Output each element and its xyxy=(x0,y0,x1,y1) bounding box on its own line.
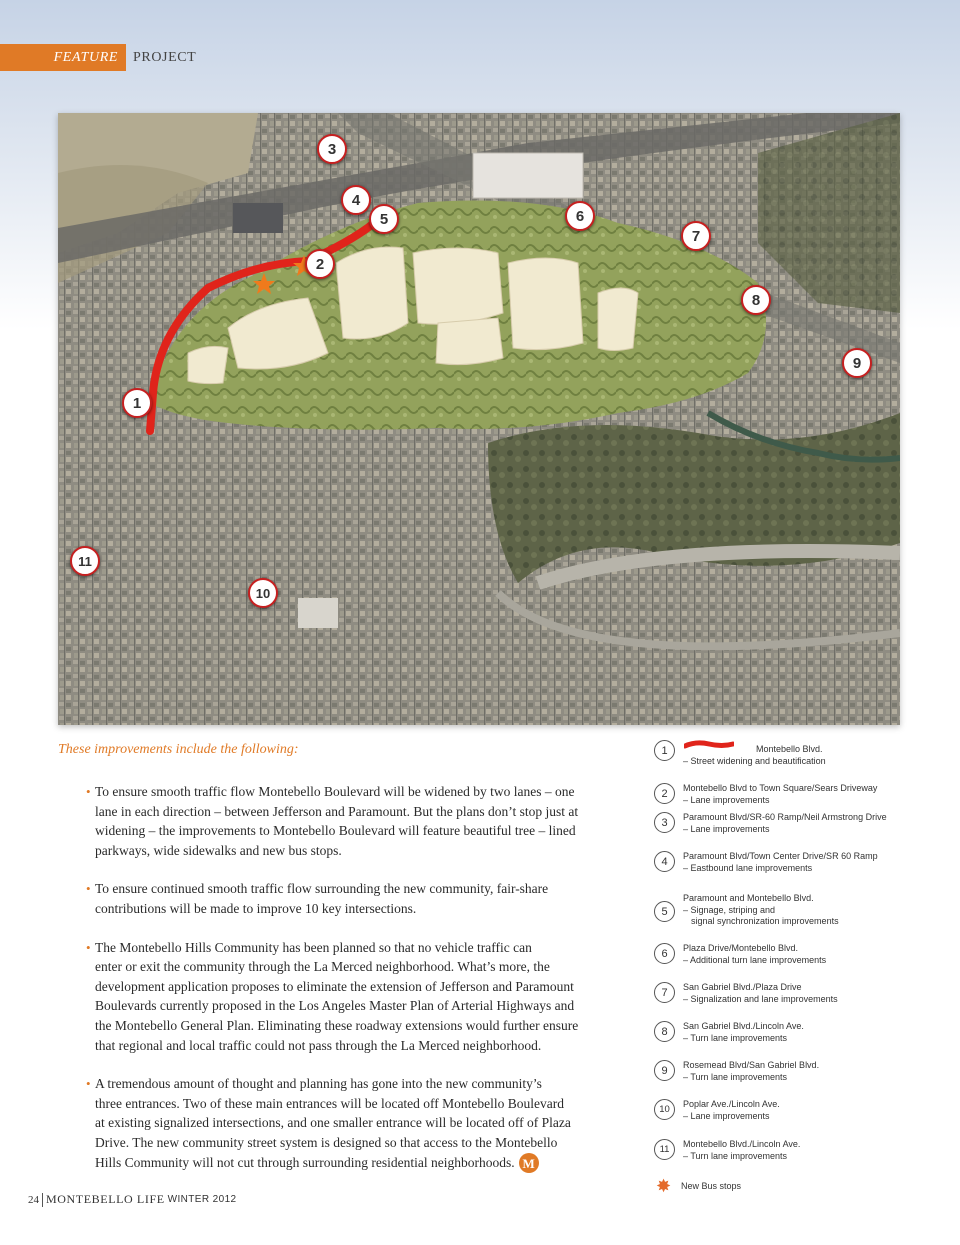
legend-title: Rosemead Blvd/San Gabriel Blvd. xyxy=(683,1060,820,1070)
map-marker-3: 3 xyxy=(317,134,347,164)
legend-detail: – Eastbound lane improvements xyxy=(683,862,813,873)
legend-number: 4 xyxy=(654,851,675,872)
map-marker-10: 10 xyxy=(248,578,278,608)
page-number: 24 xyxy=(28,1193,39,1206)
issue-label: WINTER 2012 xyxy=(167,1194,237,1205)
legend-text xyxy=(683,1139,800,1162)
legend-number: 11 xyxy=(654,1139,675,1160)
text-line-end: Hills Community will not cut through surrounding residential neighborhoods. xyxy=(95,1154,515,1170)
map-marker-7: 7 xyxy=(681,221,711,251)
legend-item-5 xyxy=(654,893,839,928)
legend-item-6 xyxy=(654,943,826,966)
improvement-item xyxy=(86,879,626,918)
bullet-dot-icon: • xyxy=(86,784,91,799)
text-line: lane in each direction – between Jefferson and Paramount. But the plans don’t stop just at xyxy=(95,803,579,819)
legend-text xyxy=(683,851,878,874)
map-marker-8: 8 xyxy=(741,285,771,315)
legend-detail: – Lane improvements xyxy=(683,823,770,834)
legend-title: Montebello Blvd to Town Square/Sears Driveway xyxy=(683,783,878,793)
text-line: at existing signalized intersections, and one smaller entrance will be located off of Plaza xyxy=(95,1115,571,1131)
legend-item-10 xyxy=(654,1099,780,1122)
text-line: development application proposes to eliminate the extension of Jefferson and Paramount xyxy=(95,978,574,994)
legend-title: Plaza Drive/Montebello Blvd. xyxy=(683,943,799,953)
map-marker-9: 9 xyxy=(842,348,872,378)
legend-title: Paramount and Montebello Blvd. xyxy=(683,893,814,903)
text-line: To ensure smooth traffic flow Montebello Boulevard will be widened by two lanes – one xyxy=(95,784,575,799)
legend-detail: – Turn lane improvements xyxy=(683,1150,788,1161)
magazine-name: MONTEBELLO LIFE xyxy=(46,1192,165,1206)
bullet-dot-icon: • xyxy=(86,939,91,955)
legend-item-3 xyxy=(654,812,887,835)
legend-number: 1 xyxy=(654,740,675,761)
legend-number: 5 xyxy=(654,901,675,922)
legend-detail: – Signage, striping and xyxy=(683,904,776,915)
page-footer xyxy=(28,1192,237,1207)
map-marker-5: 5 xyxy=(369,204,399,234)
legend-detail: – Lane improvements xyxy=(683,1110,770,1121)
legend-title: New Bus stops xyxy=(681,1181,742,1191)
legend-detail: – Signalization and lane improvements xyxy=(683,993,838,1004)
end-mark-logo: M xyxy=(519,1153,539,1173)
improvement-item xyxy=(86,782,626,860)
feature-tag: FEATURE xyxy=(0,44,126,71)
legend-number: 10 xyxy=(654,1099,675,1120)
legend-text xyxy=(683,1021,804,1044)
legend-text xyxy=(683,893,839,928)
legend-title: Paramount Blvd/Town Center Drive/SR 60 Ramp xyxy=(683,851,878,861)
red-route-swatch-icon xyxy=(684,740,734,749)
legend-text xyxy=(681,1181,741,1193)
text-line: To ensure continued smooth traffic flow surrounding the new community, fair-share xyxy=(95,881,549,897)
text-line: Drive. The new community street system is designed so that access to the Montebello xyxy=(95,1134,558,1150)
legend-item-8 xyxy=(654,1021,804,1044)
map-marker-2: 2 xyxy=(305,249,335,279)
legend-title: Poplar Ave./Lincoln Ave. xyxy=(683,1099,780,1109)
legend-item-bus-stops xyxy=(654,1177,741,1196)
legend-item-11 xyxy=(654,1139,800,1162)
map-marker-11: 11 xyxy=(70,546,100,576)
legend-item-1 xyxy=(654,740,826,767)
legend-title: San Gabriel Blvd./Lincoln Ave. xyxy=(683,1021,804,1031)
footer-divider xyxy=(42,1193,43,1207)
legend-number: 7 xyxy=(654,982,675,1003)
aerial-map xyxy=(58,113,900,725)
legend-item-7 xyxy=(654,982,838,1005)
bullet-dot-icon: • xyxy=(86,881,91,897)
legend-text xyxy=(683,1060,819,1083)
text-line: three entrances. Two of these main entrances will be located off Montebello Boulevard xyxy=(95,1095,565,1111)
text-line: contributions will be made to improve 10 key intersections. xyxy=(95,900,417,916)
legend-number: 6 xyxy=(654,943,675,964)
map-marker-1: 1 xyxy=(122,388,152,418)
legend-detail: – Turn lane improvements xyxy=(683,1032,788,1043)
text-line xyxy=(95,1153,626,1174)
legend-text xyxy=(683,746,826,767)
text-line: A tremendous amount of thought and planning has gone into the new community’s xyxy=(95,1076,542,1092)
bullet-dot-icon: • xyxy=(86,1076,91,1092)
legend-item-2 xyxy=(654,783,877,806)
legend-text xyxy=(683,812,887,835)
improvement-item xyxy=(86,1074,626,1173)
legend-title: San Gabriel Blvd./Plaza Drive xyxy=(683,982,802,992)
legend-item-4 xyxy=(654,851,878,874)
legend-detail: – Turn lane improvements xyxy=(683,1071,788,1082)
legend-detail: signal synchronization improvements xyxy=(691,916,839,926)
project-tag: PROJECT xyxy=(133,49,197,65)
legend-number: 8 xyxy=(654,1021,675,1042)
intro-heading: These improvements include the following: xyxy=(58,742,299,757)
text-line: that regional and local traffic could not pass through the La Merced neighborhood. xyxy=(95,1037,542,1053)
map-marker-4: 4 xyxy=(341,185,371,215)
text-line: The Montebello Hills Community has been planned so that no vehicle traffic can xyxy=(95,939,532,955)
legend-detail: – Additional turn lane improvements xyxy=(683,954,827,965)
legend-detail: – Lane improvements xyxy=(683,794,770,805)
legend-number: 9 xyxy=(654,1060,675,1081)
text-line: parkways, wide sidewalks and new bus stops. xyxy=(95,842,342,858)
legend-number: 2 xyxy=(654,783,675,804)
text-line: widening – the improvements to Montebello Boulevard will feature beautiful tree – lined xyxy=(95,823,576,839)
section-header xyxy=(0,44,196,71)
aerial-map-image xyxy=(58,113,900,725)
legend-item-9 xyxy=(654,1060,819,1083)
text-line: Boulevards currently proposed in the Los Angeles Master Plan of Arterial Highways and xyxy=(95,998,575,1014)
legend-title: Montebello Blvd./Lincoln Ave. xyxy=(683,1139,801,1149)
legend-title: Montebello Blvd. xyxy=(756,744,823,754)
legend-text xyxy=(683,783,877,806)
legend-number: 3 xyxy=(654,812,675,833)
improvement-item xyxy=(86,938,626,1056)
legend-text xyxy=(683,1099,780,1122)
map-marker-6: 6 xyxy=(565,201,595,231)
bus-stop-star-icon: ✸ xyxy=(655,1176,672,1196)
legend-detail: – Street widening and beautification xyxy=(683,755,826,766)
legend-text xyxy=(683,943,826,966)
text-line: the Montebello General Plan. Eliminating these roadway extensions would further ensure xyxy=(95,1017,579,1033)
text-line: enter or exit the community through the La Merced neighborhood. What’s more, the xyxy=(95,959,550,975)
legend-title: Paramount Blvd/SR-60 Ramp/Neil Armstrong Drive xyxy=(683,812,887,822)
improvements-list xyxy=(86,782,626,1192)
legend-text xyxy=(683,982,838,1005)
